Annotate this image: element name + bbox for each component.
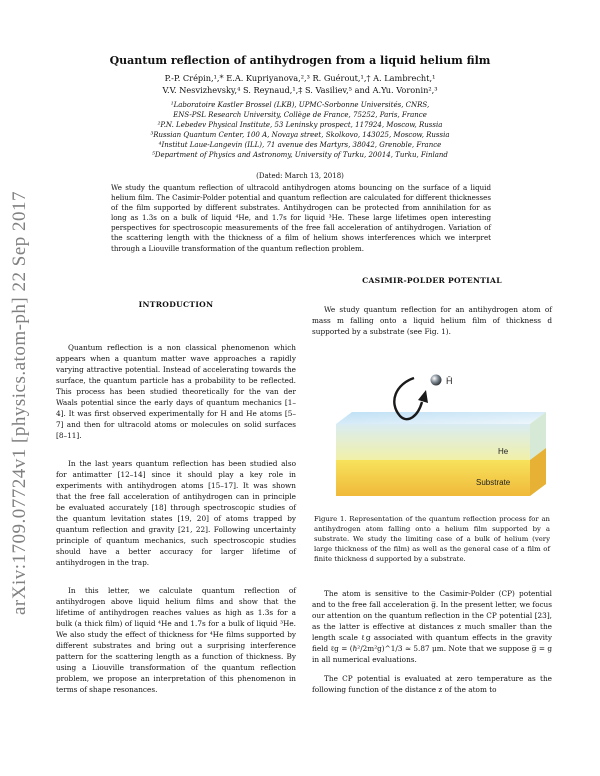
paragraph: The CP potential is evaluated at zero temperature as the following function of the distance z of the atom to <box>312 674 552 694</box>
helium-top-face <box>336 412 546 424</box>
affiliations <box>70 100 530 160</box>
affiliation-line: ²P.N. Lebedev Physical Institute, 53 Leninsky prospect, 117924, Moscow, Russia <box>157 121 443 129</box>
section-heading-casimir-polder: CASIMIR-POLDER POTENTIAL <box>362 276 502 285</box>
figure-1-illustration <box>318 372 550 504</box>
author-list <box>80 72 520 96</box>
date-line: (Dated: March 13, 2018) <box>256 172 344 180</box>
paper-title: Quantum reflection of antihydrogen from a liquid helium film <box>109 54 491 67</box>
affiliation-line: ¹Laboratoire Kastler Brossel (LKB), UPMC-Sorbonne Universités, CNRS, <box>170 101 430 109</box>
affiliation-line: ⁵Department of Physics and Astronomy, University of Turku, 20014, Turku, Finland <box>152 151 448 159</box>
affiliation-line: ENS-PSL Research University, Collège de France, 75252, Paris, France <box>173 111 427 119</box>
right-column-intro <box>312 304 552 337</box>
arxiv-stamp: arXiv:1709.07724v1 [physics.atom-ph] 22 Sep 2017 <box>9 190 30 615</box>
right-column-body <box>312 588 552 695</box>
atom-label: H̄ <box>446 376 453 386</box>
authors-line-2: V.V. Nesvizhevsky,⁴ S. Reynaud,¹,‡ S. Vasiliev,⁵ and A.Yu. Voronin²,³ <box>162 85 438 95</box>
figure-1-caption: Figure 1. Representation of the quantum reflection process for an antihydrogen atom falling onto a helium film supported by a substrate. We study the limiting case of a bulk of helium (very large thickness of the film) as well as the general case of a film of finite thickness d supported by a substrate. <box>314 515 550 563</box>
affiliation-line: ⁴Institut Laue-Langevin (ILL), 71 avenue des Martyrs, 38042, Grenoble, France <box>158 141 442 149</box>
left-column-body <box>56 342 296 695</box>
authors-line-1: P.-P. Crépin,¹,* E.A. Kupriyanova,²,³ R. Guérout,¹,† A. Lambrecht,¹ <box>164 73 436 83</box>
paragraph: In this letter, we calculate quantum reflection of antihydrogen above liquid helium films and show that the lifetime of antihydrogen reaches values as high as 1.3s for a bulk (a thick film) of liquid ⁴He and 1.7s for a bulk of liquid ³He. We also study the effect of thickness for ⁴He films supported by different substrates and bring out a surprising interference pattern for the scattering length as a function of thickness. By using a Liouville transformation of the quantum reflection problem, we propose an interpretation of this phenomenon in terms of shape resonances. <box>56 586 296 694</box>
paragraph: The atom is sensitive to the Casimir-Polder (CP) potential and to the free fall acceleration g̅. In the present letter, we focus our attention on the quantum reflection in the CP potential [23], as the latter is effective at distances z much smaller than the length scale ℓg associated with quantum effects in the gravity field ℓg = (ℏ²/2m²g)^1/3 ≃ 5.87 μm. Note that we suppose g̅ = g in all numerical evaluations. <box>312 589 552 664</box>
section-heading-introduction: INTRODUCTION <box>138 300 214 309</box>
paragraph: In the last years quantum reflection has been studied also for antimatter [12–14] since it should play a key role in experiments with antihydrogen atoms [15–17]. It was shown that the free fall acceleration of antihydrogen can in principle be evaluated accurately [18] through spectroscopic studies of the quantum levitation states [19, 20] of atoms trapped by quantum reflection and gravity [21, 22]. Following uncertainty principle of quantum mechanics, such spectroscopic studies should have a better accuracy for larger lifetime of antihydrogen in the trap. <box>56 459 296 567</box>
substrate-label: Substrate <box>476 478 511 487</box>
affiliation-line: ³Russian Quantum Center, 100 A, Novaya street, Skolkovo, 143025, Moscow, Russia <box>150 131 450 139</box>
arrow-head-icon <box>418 390 428 403</box>
abstract: We study the quantum reflection of ultracold antihydrogen atoms bouncing on the surface of a liquid helium film. The Casimir-Polder potential and quantum reflection are calculated for different thicknesses of the film supported by different substrates. Antihydrogen can be protected from annihilation for as long as 1.3s on a bulk of liquid ⁴He, and 1.7s for liquid ³He. These large lifetimes open interesting perspectives for spectroscopic measurements of the free fall acceleration of antihydrogen. Variation of the scattering length with the thickness of a film of helium shows interferences which we interpret through a Liouville transformation of the quantum reflection problem. <box>111 183 491 253</box>
he-label: He <box>498 447 509 456</box>
paragraph: We study quantum reflection for an antihydrogen atom of mass m falling onto a liquid helium film of thickness d supported by a substrate (see Fig. 1). <box>312 305 552 336</box>
paragraph: Quantum reflection is a non classical phenomenon which appears when a quantum matter wave approaches a rapidly varying attractive potential. Instead of accelerating towards the surface, the quantum particle has a probability to be reflected. This process has been studied theoretically for the van der Waals potential since the early days of quantum mechanics [1–4]. It was first observed experimentally for H and He atoms [5–7] and then for ultracold atoms or molecules on solid surfaces [8–11]. <box>56 343 296 440</box>
antihydrogen-atom-icon <box>431 375 442 386</box>
